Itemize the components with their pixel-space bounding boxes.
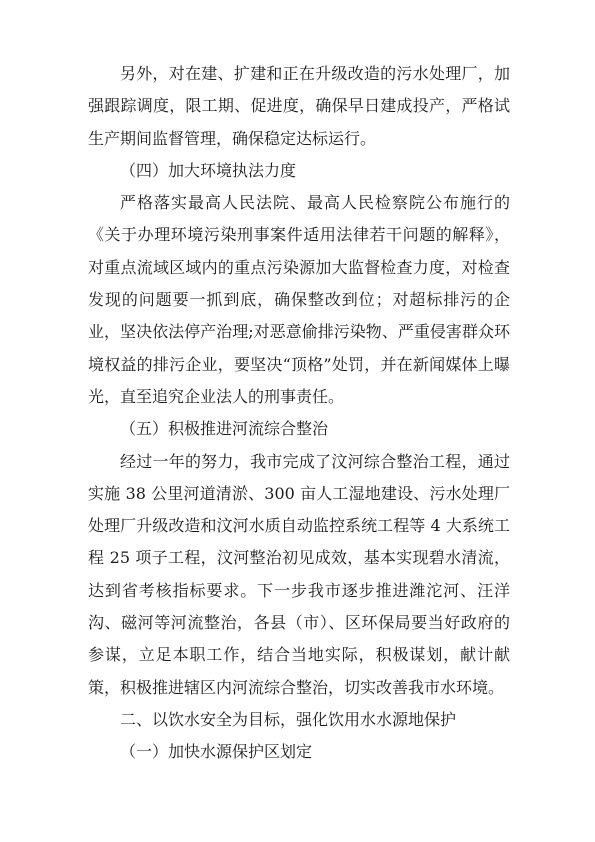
paragraph-wastewater-plants: 另外，对在建、扩建和正在升级改造的污水处理厂，加强跟踪调度，限工期、促进度，确保早日建成投产，严格试生产期间监督管理，确保稳定达标运行。 <box>88 64 510 148</box>
document-body <box>88 58 510 769</box>
section-heading-drinking-water: 二、以饮水安全为目标，强化饮用水水源地保护 <box>120 709 457 729</box>
section-heading-enforcement: （四）加大环境执法力度 <box>120 160 297 180</box>
section-heading-water-source-zones: （一）加快水源保护区划定 <box>120 742 313 762</box>
section-heading-river-remediation: （五）积极推进河流综合整治 <box>120 419 329 439</box>
paragraph-enforcement: 严格落实最高人民法院、最高人民检察院公布施行的《关于办理环境污染刑事案件适用法律若干问题的解释》，对重点流域区域内的重点污染源加大监督检查力度，对检查发现的问题要一抓到底，确保整改到位；对超标排污的企业，坚决依法停产治理;对恶意偷排污染物、严重侵害群众环境权益的排污企业，要坚决“顶格”处罚，并在新闻媒体上曝光，直至追究企业法人的刑事责任。 <box>88 193 510 406</box>
paragraph-river-remediation: 经过一年的努力，我市完成了汶河综合整治工程，通过实施 38 公里河道清淤、300 亩人工湿地建设、污水处理厂处理厂升级改造和汶河水质自动监控系统工程等 4 大系统工程 25 项子工程，汶河整治初见成效，基本实现碧水清流，达到省考核指标要求。下一步我市逐步推进潍沱河、汪洋沟、磁河等河流整治，各县（市）、区环保局要当好政府的参谋，立足本职工作，结合当地实际，积极谋划，献计献策，积极推进辖区内河流综合整治，切实改善我市水环境。 <box>88 451 510 697</box>
